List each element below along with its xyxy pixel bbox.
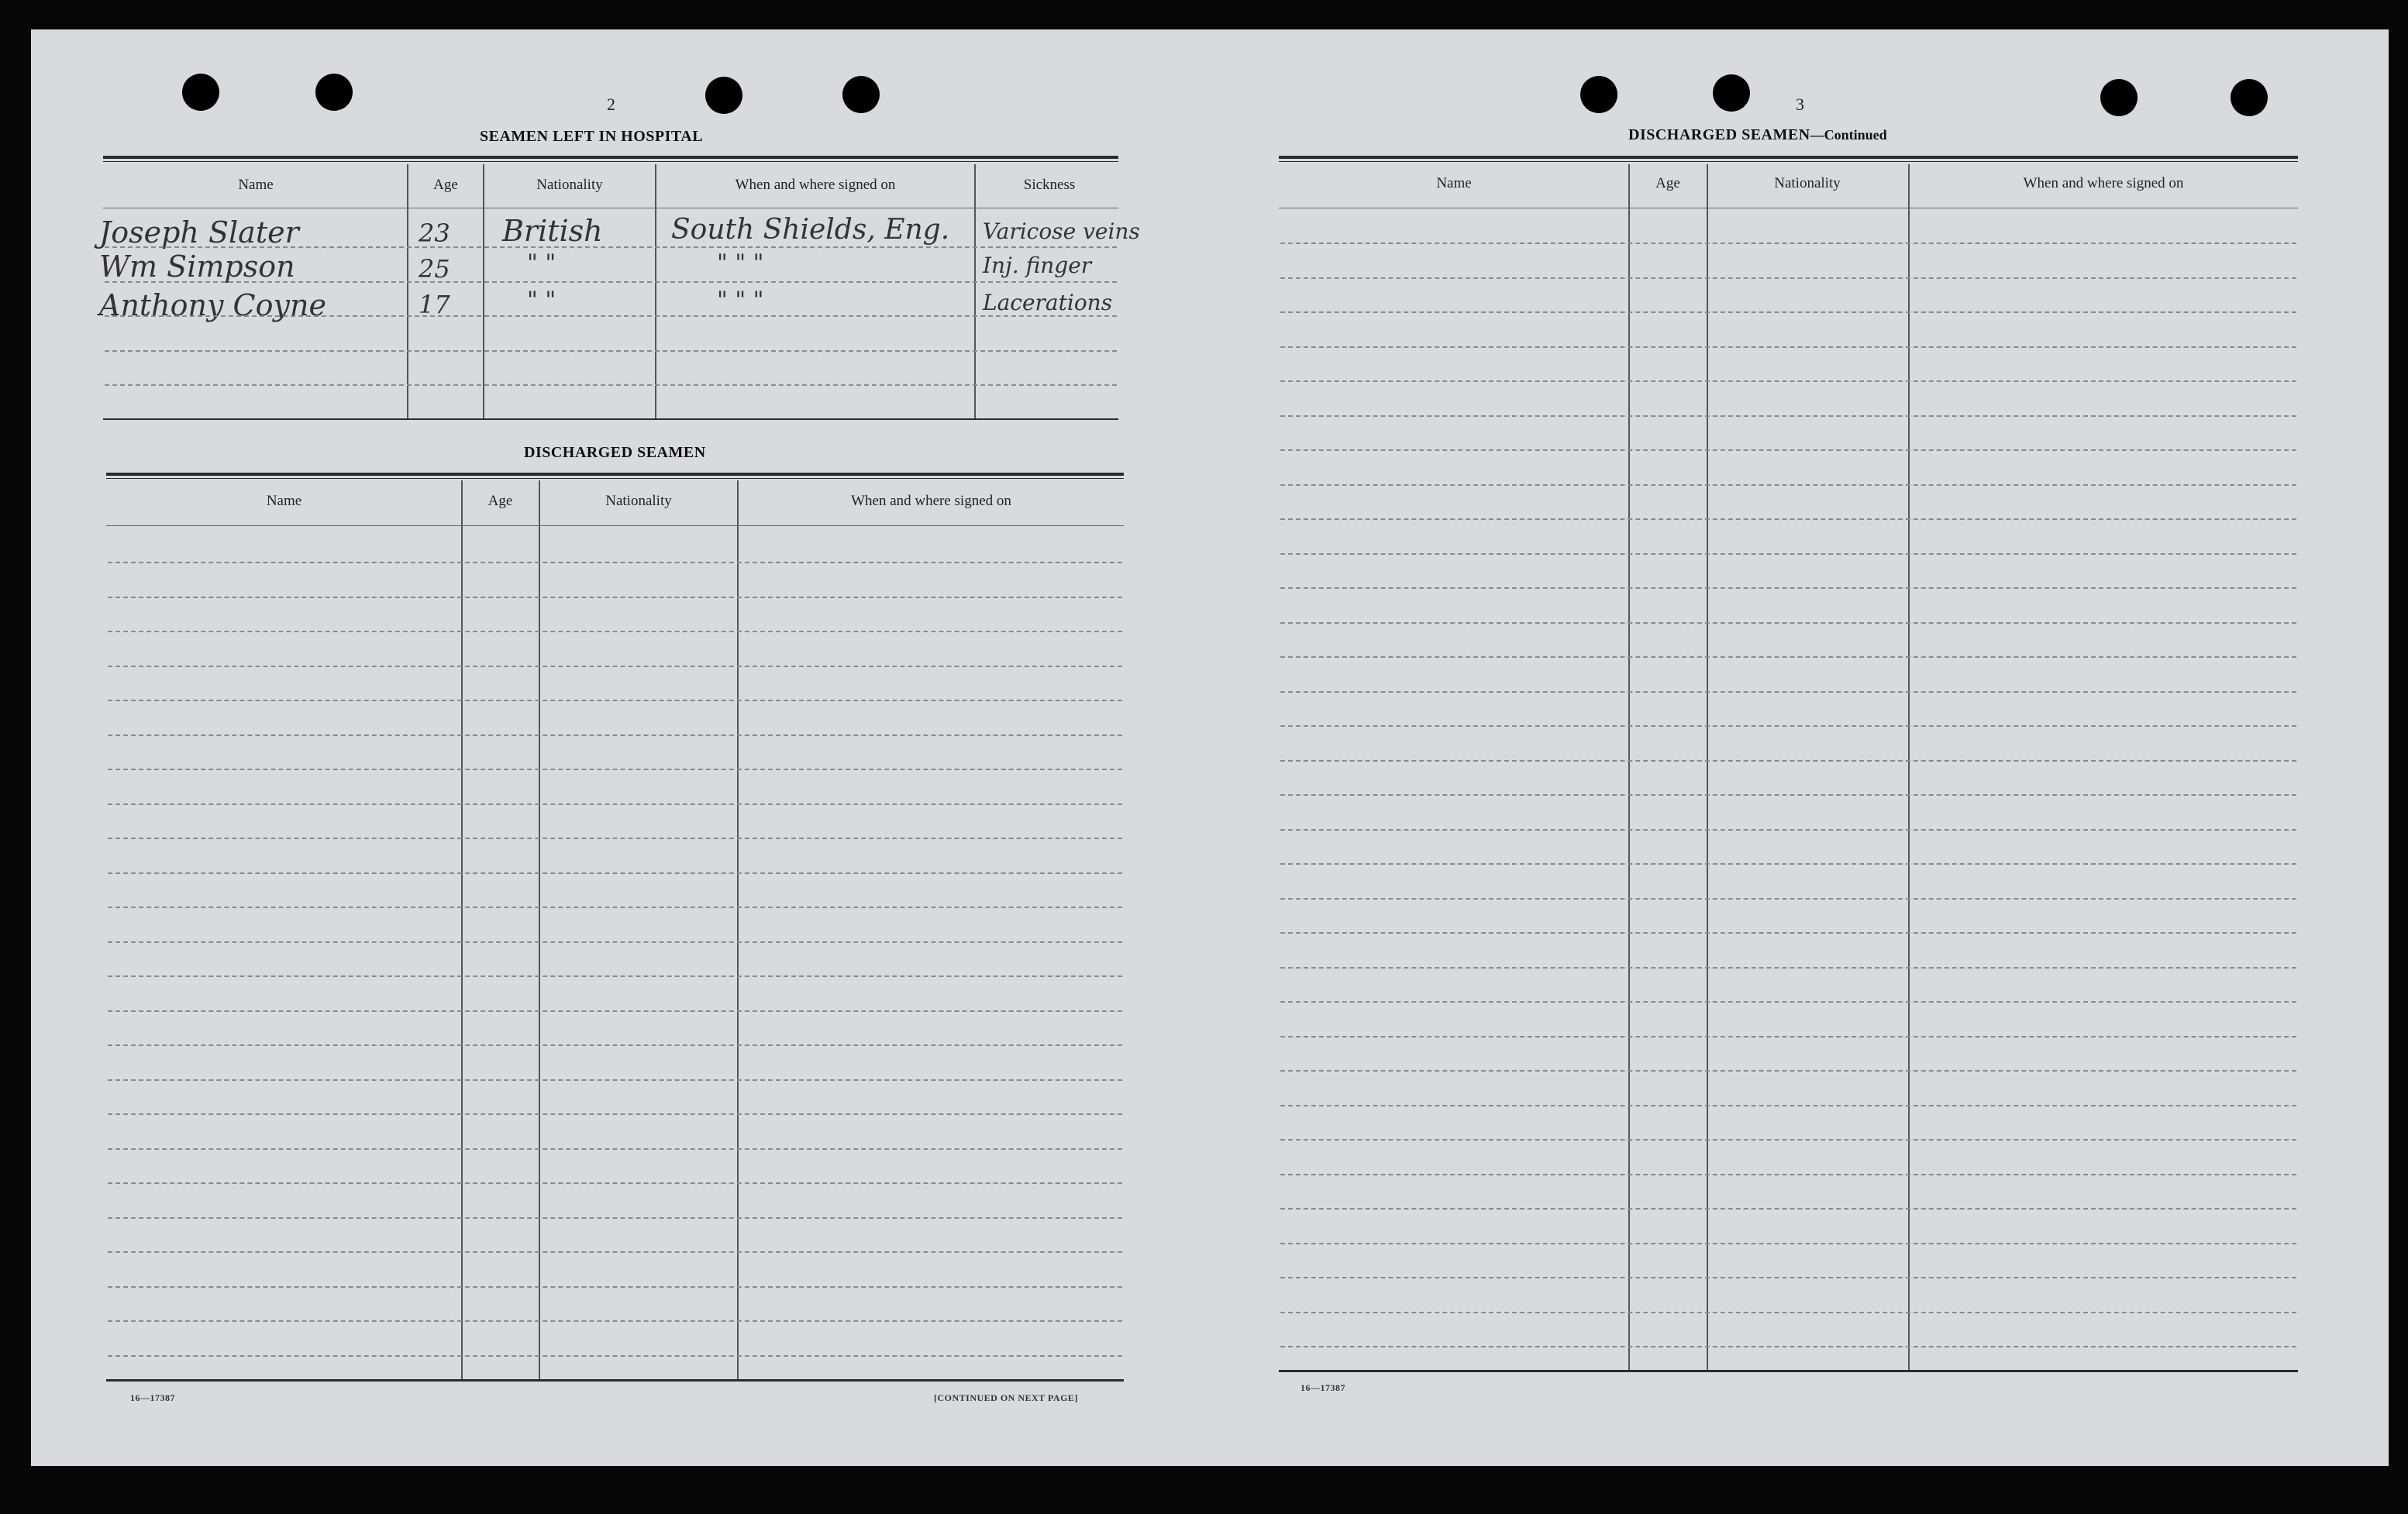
right-header-signed-on: When and where signed on <box>2023 175 2184 191</box>
ruled-line <box>1280 794 2296 796</box>
ruled-line <box>1280 829 2296 831</box>
page-number-left: 2 <box>607 95 615 114</box>
ruled-line <box>105 246 1117 248</box>
hospital-row-1-age: 23 <box>419 218 450 248</box>
right-header-age: Age <box>1655 175 1680 191</box>
document-sheet <box>31 29 2389 1466</box>
hospital-header-sickness: Sickness <box>1023 177 1076 193</box>
ruled-line <box>108 872 1122 874</box>
ruled-line <box>105 384 1117 386</box>
ruled-line <box>1280 1139 2296 1141</box>
hospital-top-rule-thin <box>103 161 1118 162</box>
column-divider <box>461 480 463 1379</box>
ruled-line <box>105 315 1117 317</box>
ruled-line <box>108 597 1122 598</box>
ruled-line <box>1280 622 2296 624</box>
right-header-nationality: Nationality <box>1774 175 1841 191</box>
discharged-section-title: DISCHARGED SEAMEN <box>524 444 706 461</box>
ruled-line <box>1280 1070 2296 1072</box>
right-header-name: Name <box>1436 175 1472 191</box>
hospital-row-2-name: Wm Simpson <box>99 249 295 284</box>
column-divider <box>737 480 739 1379</box>
ruled-line <box>1280 1208 2296 1209</box>
discharged-header-name: Name <box>266 493 302 509</box>
ruled-line <box>108 1217 1122 1219</box>
punch-hole <box>705 77 742 114</box>
hospital-row-1-name: Joseph Slater <box>99 215 299 249</box>
ruled-line <box>1280 1243 2296 1244</box>
continued-suffix: —Continued <box>1810 127 1887 143</box>
ruled-line <box>1280 1277 2296 1278</box>
column-divider <box>407 164 408 420</box>
ruled-line <box>1280 311 2296 313</box>
right-bottom-rule <box>1279 1370 2298 1372</box>
punch-hole <box>315 74 353 111</box>
ruled-line <box>1280 932 2296 934</box>
ruled-line <box>1280 415 2296 417</box>
ruled-line <box>108 907 1122 908</box>
ruled-line <box>1280 1346 2296 1347</box>
ruled-line <box>108 1286 1122 1288</box>
discharged-bottom-rule <box>106 1379 1124 1382</box>
hospital-row-2-age: 25 <box>419 254 450 284</box>
ruled-line <box>1280 518 2296 520</box>
hospital-row-1-nationality: British <box>502 214 603 248</box>
ruled-line <box>108 735 1122 736</box>
right-top-rule-thin <box>1279 161 2298 162</box>
ruled-line <box>108 700 1122 701</box>
ruled-line <box>1280 553 2296 555</box>
hospital-top-rule <box>103 156 1118 159</box>
hospital-row-2-sickness: Inj. finger <box>983 253 1092 278</box>
ruled-line <box>108 769 1122 770</box>
hospital-header-nationality: Nationality <box>536 177 603 193</box>
column-divider <box>974 164 976 420</box>
ruled-line <box>105 281 1117 283</box>
discharged-continued-title <box>1628 126 1887 144</box>
ruled-line <box>108 941 1122 943</box>
punch-hole <box>842 76 880 113</box>
hospital-row-3-name: Anthony Coyne <box>99 288 326 322</box>
discharged-header-nationality: Nationality <box>605 493 672 509</box>
ruled-line <box>108 838 1122 839</box>
hospital-row-1-signed-on: South Shields, Eng. <box>671 214 950 246</box>
right-top-rule <box>1279 156 2298 159</box>
discharged-header-age: Age <box>487 493 513 509</box>
hospital-row-1-sickness: Varicose veins <box>983 218 1140 244</box>
ruled-line <box>1280 587 2296 589</box>
continued-note: [CONTINUED ON NEXT PAGE] <box>934 1392 1078 1403</box>
form-number-left: 16—17387 <box>130 1392 175 1403</box>
ruled-line <box>1280 243 2296 244</box>
hospital-header-age: Age <box>433 177 458 193</box>
punch-hole <box>1580 76 1617 113</box>
ruled-line <box>108 1355 1122 1357</box>
ruled-line <box>108 1251 1122 1253</box>
ruled-line <box>1280 1001 2296 1003</box>
hospital-row-3-signed-on: " " " <box>717 287 764 314</box>
ruled-line <box>108 1320 1122 1322</box>
ruled-line <box>1280 1036 2296 1037</box>
ruled-line <box>1280 898 2296 900</box>
ruled-line <box>1280 656 2296 658</box>
hospital-row-2-signed-on: " " " <box>717 249 764 277</box>
column-divider <box>655 164 656 420</box>
hospital-row-3-age: 17 <box>419 290 450 319</box>
ruled-line <box>1280 967 2296 969</box>
ruled-line <box>105 350 1117 352</box>
discharged-top-rule <box>106 473 1124 476</box>
ruled-line <box>108 562 1122 563</box>
ruled-line <box>1280 1312 2296 1313</box>
column-divider <box>539 480 540 1379</box>
discharged-header-rule <box>106 525 1124 526</box>
ruled-line <box>1280 484 2296 486</box>
ruled-line <box>108 975 1122 977</box>
ruled-line <box>1280 449 2296 451</box>
hospital-section-title: SEAMEN LEFT IN HOSPITAL <box>480 128 704 145</box>
ruled-line <box>108 631 1122 632</box>
ruled-line <box>1280 1174 2296 1175</box>
hospital-row-3-sickness: Lacerations <box>983 290 1113 315</box>
ruled-line <box>108 1182 1122 1184</box>
ruled-line <box>1280 725 2296 727</box>
ruled-line <box>1280 760 2296 762</box>
ruled-line <box>108 666 1122 667</box>
form-number-right: 16—17387 <box>1300 1382 1345 1393</box>
ruled-line <box>1280 346 2296 348</box>
ruled-line <box>1280 277 2296 279</box>
punch-hole <box>1713 74 1750 112</box>
ruled-line <box>1280 863 2296 865</box>
ruled-line <box>108 1148 1122 1150</box>
ruled-line <box>1280 1105 2296 1106</box>
column-divider <box>483 164 484 420</box>
page-number-right: 3 <box>1796 95 1804 114</box>
punch-hole <box>182 74 219 111</box>
ruled-line <box>108 1010 1122 1012</box>
discharged-header-signed-on: When and where signed on <box>851 493 1011 509</box>
discharged-top-rule-thin <box>106 478 1124 479</box>
discharged-continued-title-text: DISCHARGED SEAMEN <box>1628 126 1810 143</box>
ruled-line <box>1280 691 2296 693</box>
ruled-line <box>108 803 1122 805</box>
ruled-line <box>108 1079 1122 1081</box>
ruled-line <box>108 1113 1122 1115</box>
ruled-line <box>108 1044 1122 1046</box>
hospital-header-name: Name <box>238 177 274 193</box>
punch-hole <box>2231 79 2268 116</box>
punch-hole <box>2100 79 2138 116</box>
hospital-row-3-nationality: " " <box>527 287 556 314</box>
hospital-bottom-rule <box>103 418 1118 420</box>
hospital-header-signed-on: When and where signed on <box>735 177 896 193</box>
hospital-row-2-nationality: " " <box>527 249 556 277</box>
ruled-line <box>1280 380 2296 382</box>
